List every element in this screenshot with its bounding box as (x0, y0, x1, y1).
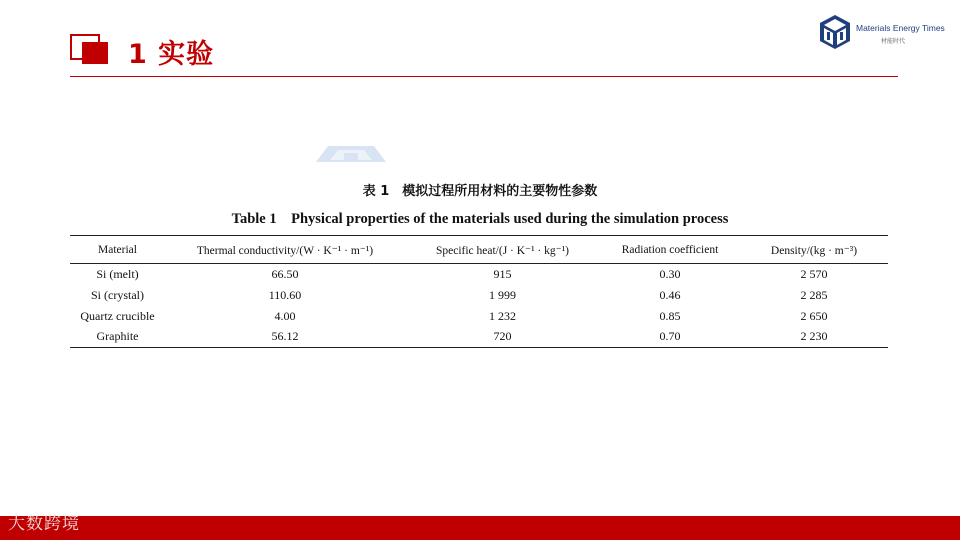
logo-name: Materials Energy Times (856, 23, 945, 33)
cell-specific-heat: 1 232 (489, 308, 516, 323)
cell-thermal-conductivity: 56.12 (271, 329, 299, 344)
cell-specific-heat: 915 (493, 266, 512, 281)
cell-density: 2 570 (800, 266, 828, 281)
brand-logo (818, 14, 948, 54)
table-row (70, 264, 888, 285)
table-caption-en: Table 1 Physical properties of the materials used during the simulation process (231, 211, 729, 227)
cell-thermal-conductivity: 66.50 (271, 266, 299, 281)
table-row (70, 306, 888, 327)
table-caption-cn: 表 1 模拟过程所用材料的主要物性参数 (362, 184, 598, 199)
footer-bar (0, 516, 960, 540)
cell-radiation-coefficient: 0.30 (659, 266, 681, 281)
cell-density: 2 230 (800, 329, 828, 344)
watermark-logo-icon (316, 144, 386, 162)
logo-subtitle: 材能时代 (881, 38, 906, 45)
cell-radiation-coefficient: 0.70 (659, 329, 681, 344)
cell-material: Si (crystal) (91, 287, 144, 302)
cell-thermal-conductivity: 110.60 (268, 287, 302, 302)
title-square-icon (70, 34, 110, 64)
column-header-radiation-coefficient: Radiation coefficient (621, 243, 719, 256)
cell-density: 2 650 (800, 308, 828, 323)
cell-thermal-conductivity: 4.00 (274, 308, 296, 323)
column-header-thermal-conductivity: Thermal conductivity/(W · K⁻¹ · m⁻¹) (196, 244, 374, 257)
cell-material: Graphite (96, 329, 139, 344)
cell-density: 2 285 (800, 287, 828, 302)
cell-radiation-coefficient: 0.85 (659, 308, 681, 323)
footer-brand: 大数跨境 (8, 514, 80, 534)
column-header-density: Density/(kg · m⁻³) (770, 244, 858, 257)
table-header-row (70, 236, 888, 264)
cell-radiation-coefficient: 0.46 (659, 287, 681, 302)
table-row (70, 285, 888, 306)
cube-logo-icon (818, 14, 852, 50)
column-header-specific-heat: Specific heat/(J · K⁻¹ · kg⁻¹) (435, 244, 570, 257)
table-row (70, 327, 888, 348)
properties-table (70, 235, 888, 348)
cell-specific-heat: 720 (493, 329, 512, 344)
column-header-material: Material (98, 243, 137, 256)
cell-material: Si (melt) (96, 266, 139, 281)
header-divider (70, 76, 898, 77)
title-square-fill (82, 42, 108, 64)
cell-specific-heat: 1 999 (489, 287, 516, 302)
cell-material: Quartz crucible (80, 308, 155, 323)
page-title: 1 实验 (128, 39, 215, 70)
